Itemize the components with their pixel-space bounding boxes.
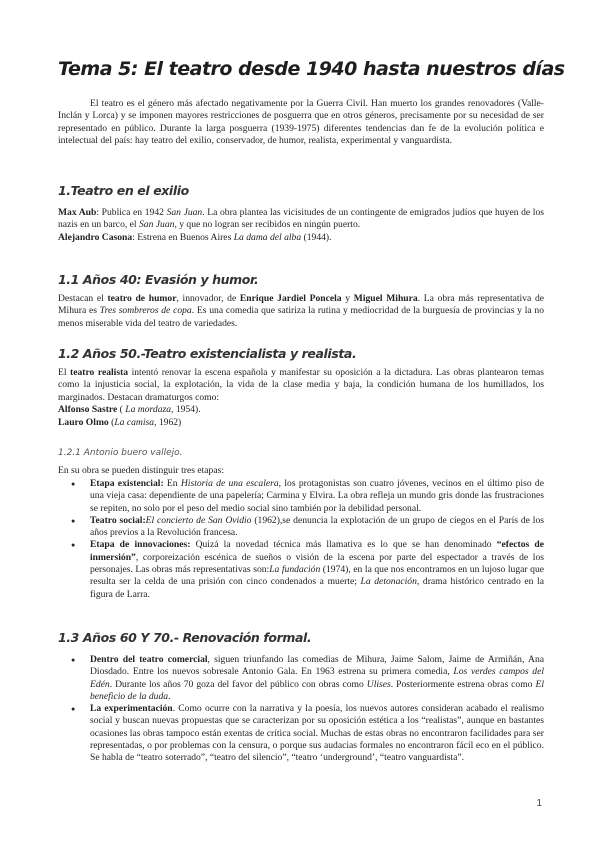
list-item: ● Etapa de innovaciones: Quizá la novedad técnica más llamativa es lo que se han denominado “efectos de inmersión”, corporeización escénica de sueños o visión de la escena por parte del espectador a través de los personajes. Las obras más representativas son:La fundación (1974), en la que nos encontramos en un lujoso lugar que resulta ser la celda de una prisión con cinco condenados a muerte; La detonación, drama histórico centrado en la figura de Larra. bbox=[58, 539, 544, 600]
subsection-heading-buero: 1.2.1 Antonio buero vallejo. bbox=[58, 448, 183, 458]
aub-paragraph: Max Aub: Publica en 1942 San Juan. La obra plantea las vicisitudes de un contingente de emigrados judíos que huyen de los nazis en un barco, el San Juan, y que no logran ser recibidos en ningún puerto. bbox=[58, 207, 545, 231]
page-title: Tema 5: El teatro desde 1940 hasta nuestros días bbox=[58, 58, 565, 80]
section-heading-50s: 1.2 Años 50.-Teatro existencialista y realista. bbox=[58, 346, 357, 361]
list-item: ● Dentro del teatro comercial, siguen triunfando las comedias de Mihura, Jaime Salom, Jaime de Armiñán, Ana Diosdado. Entre los nuevos sobresale Antonio Gala. En 1963 estrena su primera comedia, Los verdes campos del Edén. Durante los años 70 goza del favor del público con obras como Ulises. Posteriormente estrena obras como El beneficio de la duda. bbox=[58, 654, 544, 703]
list-item: ● Teatro social:El concierto de San Ovidio (1962),se denuncia la explotación de un grupo de ciegos en el París de los años previos a la Revolución francesa. bbox=[58, 515, 544, 540]
page-number: 1 bbox=[536, 798, 542, 809]
humor-paragraph: Destacan el teatro de humor, innovador, de Enrique Jardiel Poncela y Miguel Mihura. La obra más representativa de Mihura es Tres sombreros de copa. Es una comedia que satiriza la rutina y mediocridad de la burguesía de provincias y la no menos miserable vida del teatro de variedades. bbox=[58, 293, 545, 329]
list-item: ● La experimentación. Como ocurre con la narrativa y la poesía, los nuevos autores consideran acabado el realismo social y buscan nuevas propuestas que se caracterizan por su oposición estética a los “realistas”, aunque en bastantes ocasiones las obras tampoco están exentas de crítica social. Muchas de estas obras no encontraron facilidades para ser representadas, o por problemas con la censura, o porque sus audacias formales no encontraron fácil eco en el público. Se habla de “teatro soterrado”, “teatro del silencio”, “teatro ‘underground’, “teatro vanguardista”. bbox=[58, 703, 544, 764]
intro-paragraph: El teatro es el género más afectado negativamente por la Guerra Civil. Han muerto los grandes renovadores (Valle-Inclán y Lorca) y se imponen mayores restricciones de posguerra que en otros géneros, precisamente por su necesidad de ser representado en público. Durante la larga posguerra (1939-1975) diferentes tendencias dan fe de la evolución política e intelectual del país: hay teatro del exilio, conservador, de humor, realista, experimental y vanguardista. bbox=[58, 98, 544, 146]
realist-paragraph: El teatro realista intentó renovar la escena española y manifestar su oposición a la dictadura. Las obras plantearon temas como la injusticia social, la explotación, la vida de la clase media y baja, la condición humana de los humillados, los marginados. Destacan dramaturgos como: bbox=[58, 367, 544, 403]
casona-paragraph: Alejandro Casona: Estrena en Buenos Aires La dama del alba (1944). bbox=[58, 232, 332, 243]
section-heading-60s-70s: 1.3 Años 60 Y 70.- Renovación formal. bbox=[58, 630, 312, 645]
list-item: ● Etapa existencial: En Historia de una escalera, los protagonistas son cuatro jóvenes, vecinos en el último piso de una vieja casa: dependiente de una papelería; Carmina y Elvira. La obra refleja un mundo gris donde las frustraciones se repiten, no solo por el peso del medio social sino también por la debilidad personal. bbox=[58, 478, 544, 515]
section-heading-exile: 1.Teatro en el exilio bbox=[58, 183, 189, 198]
section-heading-40s: 1.1 Años 40: Evasión y humor. bbox=[58, 272, 259, 287]
sastre-line: Alfonso Sastre ( La mordaza, 1954). bbox=[58, 404, 201, 415]
olmo-line: Lauro Olmo (La camisa, 1962) bbox=[58, 417, 182, 428]
buero-lead: En su obra se pueden distinguir tres etapas: bbox=[58, 465, 224, 476]
renovation-list bbox=[58, 654, 544, 765]
buero-stages-list bbox=[58, 478, 544, 601]
